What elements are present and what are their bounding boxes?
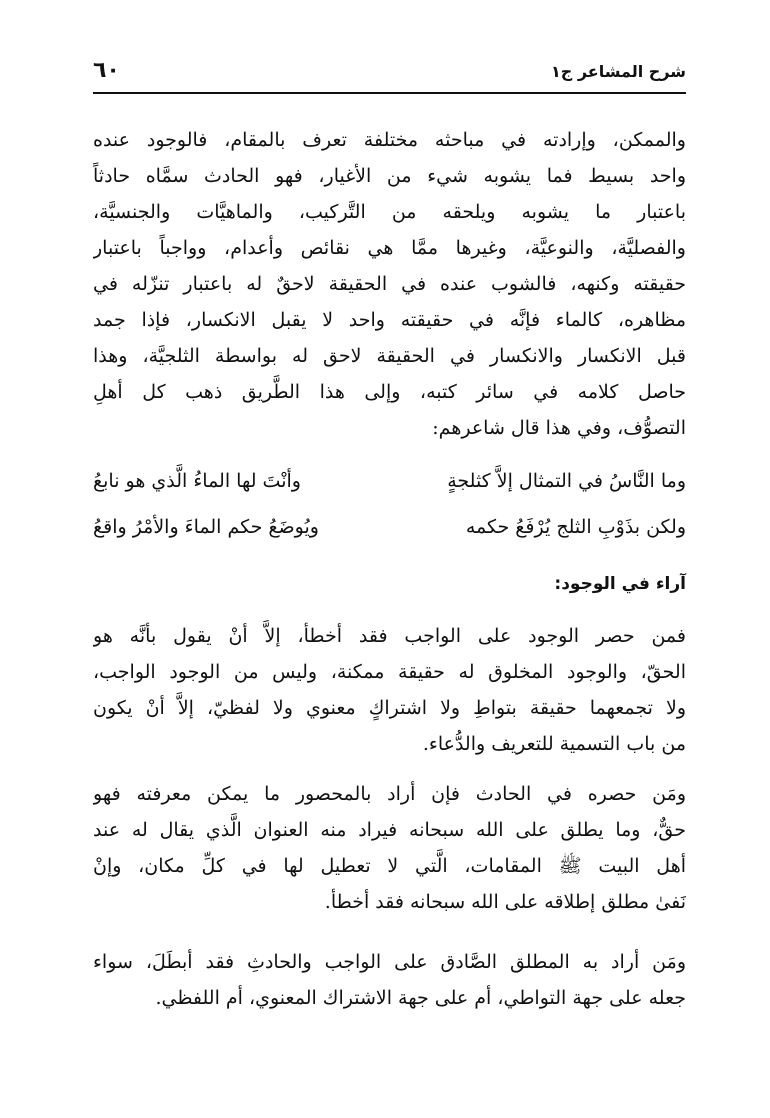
paragraph-wahdat-al-wujud: [93, 122, 686, 446]
verse-second-hemistich: وأنْتَ لها الماءُ الَّذي هو نابعُ: [93, 470, 301, 492]
page-number: ٦٠: [93, 58, 120, 83]
verse-first-hemistich: وما النَّاسُ في التمثال إلاَّ كثلجةٍ: [447, 470, 686, 492]
section-heading: آراء في الوجود:: [554, 574, 686, 594]
text-line: فمن حصر الوجود على الواجب فقد أخطأ، إلاَّ أنْ يقول بأنَّه هو: [93, 625, 686, 647]
text-line: مظاهره، كالماء فإنَّه في حقيقته واحد لا يقبل الانكسار، فإذا جمد: [93, 309, 686, 331]
text-line: باعتبار ما يشوبه ويلحقه من التَّركيب، والماهيَّات والجنسيَّة،: [93, 201, 686, 223]
text-line: والممكن، وإرادته في مباحثه مختلفة تعرف بالمقام، فالوجود عنده: [93, 129, 686, 151]
text-line: واحد بسيط فما يشوبه شيء من الأغيار، فهو الحادث سمَّاه حادثاً: [93, 165, 686, 187]
text-line: حقٌّ، وما يطلق على الله سبحانه فيراد منه العنوان الَّذي يقال له عند: [93, 819, 686, 841]
text-line: حاصل كلامه في سائر كتبه، وإلى هذا الطَّريق ذهب كل أهلِ: [93, 381, 686, 403]
text-line: الحقّ، والوجود المخلوق له حقيقة ممكنة، وليس من الوجود الواجب،: [93, 661, 686, 683]
text-line: قبل الانكسار والانكسار في الحقيقة لاحق له بواسطة الثلجيَّة، وهذا: [93, 345, 686, 367]
poem-verses: [93, 458, 686, 550]
text-line: التصوُّف، وفي هذا قال شاعرهم:: [432, 417, 686, 439]
verse-first-hemistich: ولكن بذَوْبِ الثلج يُرْفَعُ حكمه: [465, 516, 686, 538]
verse: [93, 504, 686, 550]
text-line: نَفىٰ مطلق إطلاقه على الله سبحانه فقد أخطأ.: [324, 891, 686, 913]
paragraph-absolute-meaning: [93, 944, 686, 1016]
text-line: ومَن أراد به المطلق الصَّادق على الواجب والحادثِ فقد أبطَلَ، سواء: [93, 951, 686, 973]
running-title: شرح المشاعر ج١: [550, 62, 686, 81]
text-line: والفصليَّة، والنوعيَّة، وغيرها ممَّا هي نقائص وأعدام، وواجباً باعتبار: [93, 237, 686, 259]
text-line: حقيقته وكنهه، فالشوب عنده في الحقيقة لاحقٌ له باعتبار تنزّله في: [93, 273, 686, 295]
text-line: ولا تجمعهما حقيقة بتواطِ ولا اشتراكٍ معنوي ولا لفظيّ، إلاَّ أنْ يكون: [93, 697, 686, 719]
verse: [93, 458, 686, 504]
paragraph-restricting-to-originated: [93, 776, 686, 920]
text-line: أهل البيت ﷺ المقامات، الَّتي لا تعطيل لها في كلِّ مكان، وإنْ: [93, 855, 686, 877]
verse-second-hemistich: ويُوضَعُ حكم الماءَ والأمْرُ واقعُ: [93, 516, 319, 538]
paragraph-restricting-existence: [93, 618, 686, 762]
text-line: من باب التسمية للتعريف والدُّعاء.: [422, 733, 686, 755]
text-line: ومَن حصره في الحادث فإن أراد بالمحصور ما يمكن معرفته فهو: [93, 783, 686, 805]
text-line: جعله على جهة التواطي، أم على جهة الاشتراك المعنوي، أم اللفظي.: [155, 987, 686, 1009]
page-header: [93, 58, 686, 94]
